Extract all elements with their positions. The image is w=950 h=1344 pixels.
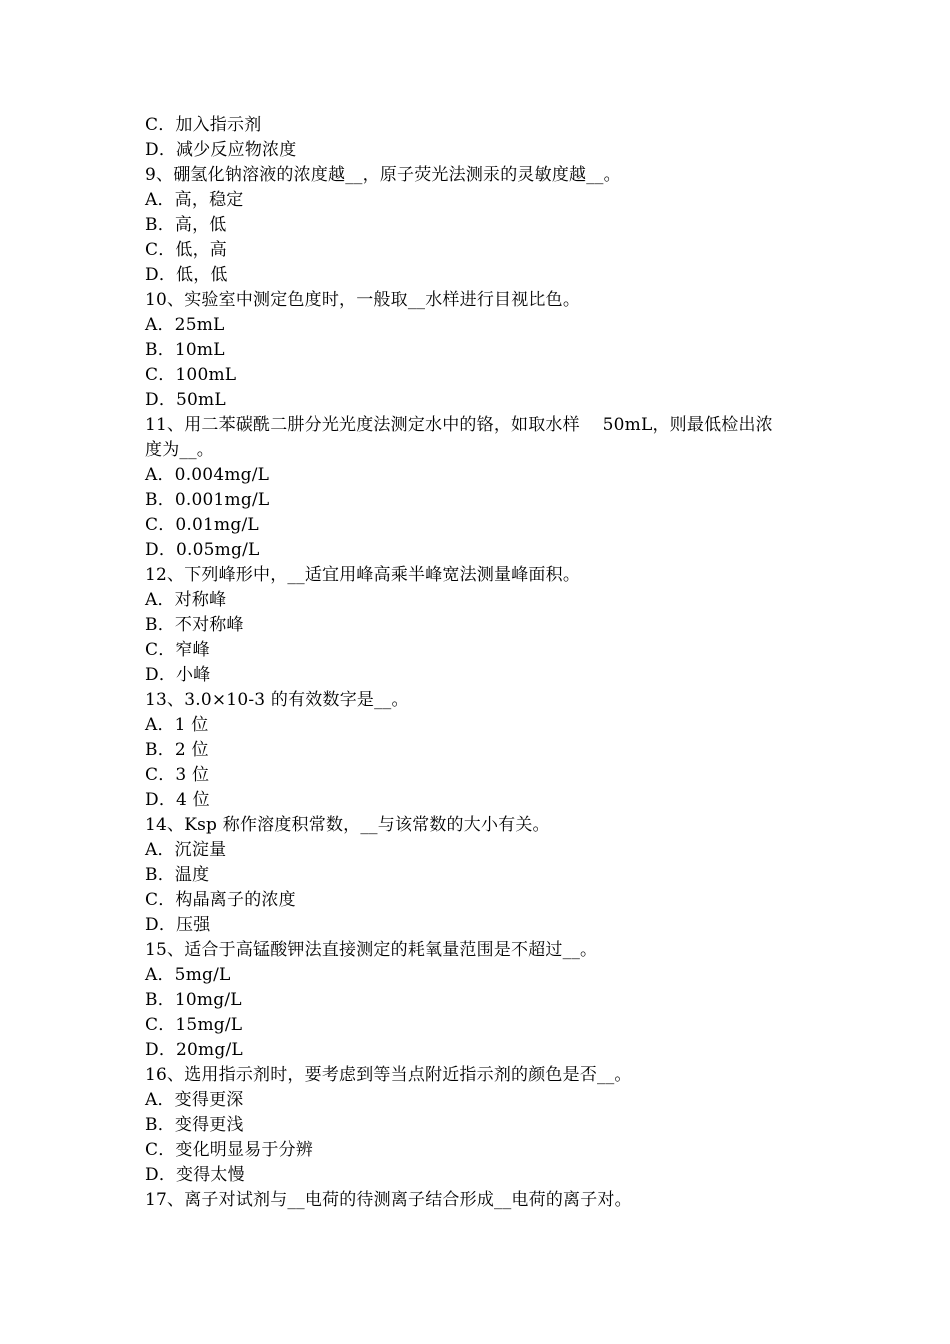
question-line: 9、硼氢化钠溶液的浓度越__，原子荧光法测汞的灵敏度越__。 xyxy=(145,165,621,185)
option-line: C．变化明显易于分辨 xyxy=(145,1140,314,1160)
option-line: C．100mL xyxy=(145,365,237,385)
option-line: C．0.01mg/L xyxy=(145,515,259,535)
option-line: B．变得更浅 xyxy=(145,1115,244,1135)
option-line: A．5mg/L xyxy=(145,965,231,985)
option-line: A．变得更深 xyxy=(145,1090,244,1110)
option-line: B．不对称峰 xyxy=(145,615,244,635)
question-line: 17、离子对试剂与__电荷的待测离子结合形成__电荷的离子对。 xyxy=(145,1190,632,1210)
option-line: D．50mL xyxy=(145,390,226,410)
option-line: D．小峰 xyxy=(145,665,211,685)
option-line: D．20mg/L xyxy=(145,1040,243,1060)
option-line: A．高，稳定 xyxy=(145,190,244,210)
option-line: B．2 位 xyxy=(145,740,209,760)
option-line: C．3 位 xyxy=(145,765,210,785)
option-line: B．10mL xyxy=(145,340,225,360)
option-line: D．0.05mg/L xyxy=(145,540,260,560)
option-line: B．10mg/L xyxy=(145,990,242,1010)
option-line: A．0.004mg/L xyxy=(145,465,270,485)
option-line: A．25mL xyxy=(145,315,225,335)
option-line: D．减少反应物浓度 xyxy=(145,140,297,160)
option-line: C．15mg/L xyxy=(145,1015,243,1035)
option-line: B．高，低 xyxy=(145,215,227,235)
question-line: 14、Ksp 称作溶度积常数，__与该常数的大小有关。 xyxy=(145,815,550,835)
question-line: 11、用二苯碳酰二肼分光光度法测定水中的铬，如取水样 50mL，则最低检出浓 xyxy=(145,415,773,435)
option-line: C．窄峰 xyxy=(145,640,210,660)
question-line: 16、选用指示剂时，要考虑到等当点附近指示剂的颜色是否__。 xyxy=(145,1065,632,1085)
option-line: A．1 位 xyxy=(145,715,209,735)
question-line: 10、实验室中测定色度时，一般取__水样进行目视比色。 xyxy=(145,290,581,310)
option-line: D．变得太慢 xyxy=(145,1165,245,1185)
question-line: 12、下列峰形中，__适宜用峰高乘半峰宽法测量峰面积。 xyxy=(145,565,581,585)
option-line: D．低，低 xyxy=(145,265,228,285)
option-line: D．压强 xyxy=(145,915,211,935)
option-line: B．温度 xyxy=(145,865,210,885)
option-line: C．低，高 xyxy=(145,240,228,260)
question-line-continued: 度为__。 xyxy=(145,440,214,460)
option-line: A．沉淀量 xyxy=(145,840,227,860)
option-line: A．对称峰 xyxy=(145,590,227,610)
question-line: 15、适合于高锰酸钾法直接测定的耗氧量范围是不超过__。 xyxy=(145,940,598,960)
option-line: B．0.001mg/L xyxy=(145,490,270,510)
option-line: D．4 位 xyxy=(145,790,210,810)
question-line: 13、3.0×10-3 的有效数字是__。 xyxy=(145,690,409,710)
option-line: C．加入指示剂 xyxy=(145,115,262,135)
option-line: C．构晶离子的浓度 xyxy=(145,890,296,910)
document-page xyxy=(145,113,845,1213)
